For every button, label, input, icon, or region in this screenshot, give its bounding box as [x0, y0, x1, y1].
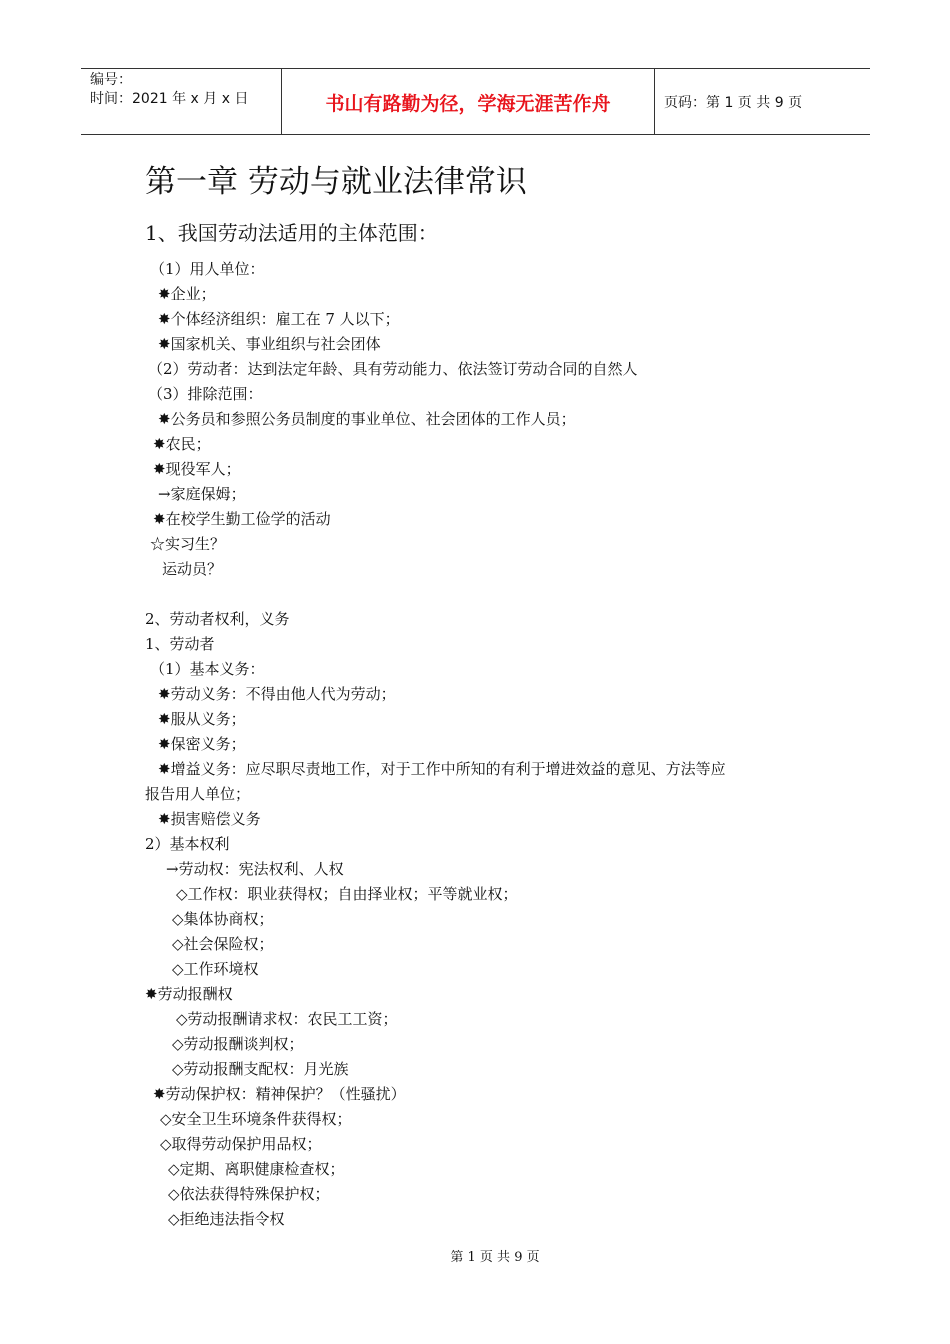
body-line: （2）劳动者：达到法定年龄、具有劳动能力、依法签订劳动合同的自然人 [148, 360, 638, 378]
page-code: 页码：第 1 页 共 9 页 [664, 94, 803, 111]
body-line: 2）基本权利 [145, 835, 230, 853]
body-line: ☆实习生？ [150, 535, 226, 553]
body-line: ✸农民； [153, 435, 211, 453]
body-line: ◇劳动报酬请求权：农民工工资； [176, 1010, 398, 1028]
body-line: ◇工作环境权 [172, 960, 259, 978]
body-line: ✸劳动保护权：精神保护？（性骚扰） [153, 1085, 406, 1103]
body-line: （3）排除范围： [148, 385, 263, 403]
body-line: ✸个体经济组织：雇工在 7 人以下； [158, 310, 400, 328]
body-line: （1）用人单位： [150, 260, 265, 278]
body-line: ✸在校学生勤工俭学的活动 [153, 510, 331, 528]
body-line: ✸企业； [158, 285, 216, 303]
chapter-title: 第一章 劳动与就业法律常识 [145, 164, 527, 200]
page-header [81, 68, 870, 135]
body-line: ✸损害赔偿义务 [158, 810, 261, 828]
body-line: ◇安全卫生环境条件获得权； [160, 1110, 352, 1128]
body-line: 运动员？ [162, 560, 223, 578]
body-line: ◇拒绝违法指令权 [168, 1210, 285, 1228]
body-line: ✸现役军人； [153, 460, 241, 478]
number-label: 编号： [90, 72, 132, 88]
section-title: 1、我国劳动法适用的主体范围： [145, 221, 438, 245]
body-line: ✸保密义务； [158, 735, 246, 753]
header-meta-cell [81, 69, 282, 134]
body-line: 1、劳动者 [145, 635, 215, 653]
body-line: 报告用人单位； [145, 785, 251, 803]
motto: 书山有路勤为径，学海无涯苦作舟 [282, 69, 655, 134]
body-line: →家庭保姆； [158, 485, 246, 503]
footer-page-number: 第 1 页 共 9 页 [450, 1250, 540, 1265]
body-line: ◇社会保险权； [172, 935, 274, 953]
body-line: ✸增益义务：应尽职尽责地工作，对于工作中所知的有利于增进效益的意见、方法等应 [158, 760, 726, 778]
body-line: ◇取得劳动保护用品权； [160, 1135, 322, 1153]
body-line: ◇集体协商权； [172, 910, 274, 928]
body-line: ◇工作权：职业获得权；自由择业权；平等就业权； [176, 885, 518, 903]
body-line: ✸劳动义务：不得由他人代为劳动； [158, 685, 396, 703]
body-line: ✸服从义务； [158, 710, 246, 728]
page-footer [0, 1246, 950, 1265]
body-line: ✸公务员和参照公务员制度的事业单位、社会团体的工作人员； [158, 410, 576, 428]
body-line: （1）基本义务： [150, 660, 265, 678]
time-label: 时间：2021 年 x 月 x 日 [90, 91, 249, 107]
body-line: ✸国家机关、事业组织与社会团体 [158, 335, 381, 353]
body-line: 2、劳动者权利，义务 [145, 610, 290, 628]
body-line: ◇劳动报酬谈判权； [172, 1035, 304, 1053]
body-line: ◇劳动报酬支配权：月光族 [172, 1060, 349, 1078]
body-line: ◇依法获得特殊保护权； [168, 1185, 330, 1203]
body-line: ◇定期、离职健康检查权； [168, 1160, 345, 1178]
body-line: →劳动权：宪法权利、人权 [166, 860, 344, 878]
body-line: ✸劳动报酬权 [145, 985, 233, 1003]
